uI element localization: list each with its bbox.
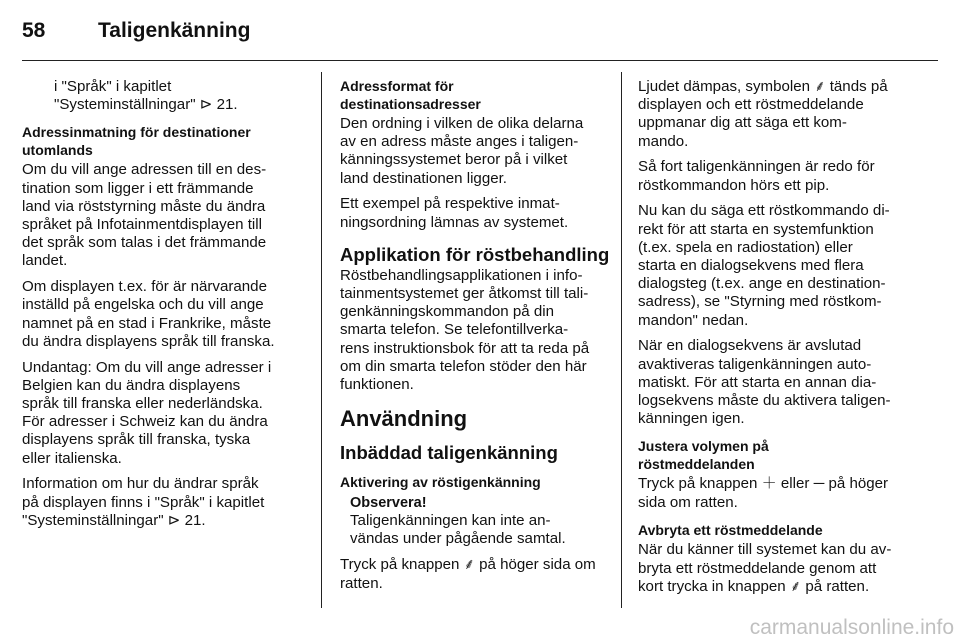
- paragraph-continued: i "Språk" i kapitlet "Systeminställningar" ⊳ 21.: [54, 78, 238, 114]
- paragraph: Om du vill ange adressen till en des- tination som ligger i ett främmande land via röststyrning måste du ändra språket på Infotainmentdisplayen till det språk som talas i det främmande landet.: [22, 161, 267, 270]
- watermark: carmanualsonline.info: [749, 616, 954, 639]
- paragraph: Röstbehandlingsapplikationen i info- tainmentsystemet ger åtkomst till tali- genkänningskommandon på din smarta telefon. Se telefontillverka- rens instruktionsbok för att ta reda på om din smarta telefon stöder den här funktionen.: [340, 266, 590, 394]
- column-divider: [621, 72, 622, 608]
- paragraph: Undantag: Om du vill ange adresser i Belgien kan du ändra displayens språk till franska eller nederländska. För adresser i Schweiz kan du ändra displayens språk till franska, tyska eller italienska.: [22, 358, 272, 467]
- heading-voice-app: Applikation för röstbehandling: [340, 243, 610, 265]
- heading-builtin-recognition: Inbäddad taligenkänning: [340, 442, 558, 464]
- paragraph: När du känner till systemet kan du av- bryta ett röstmeddelande genom att kort trycka in knappen ⸙ på ratten.: [638, 541, 892, 595]
- heading-adjust-volume: Justera volymen på röstmeddelanden: [638, 438, 769, 472]
- paragraph: Så fort taligenkänningen är redo för röstkommandon hörs ett pip.: [638, 158, 875, 194]
- paragraph: När en dialogsekvens är avslutad avaktiveras taligenkänningen auto- matiskt. För att starta en annan dia- logsekvens måste du aktivera taligen- känningen igen.: [638, 337, 891, 428]
- heading-activation: Aktivering av röstigenkänning: [340, 474, 541, 491]
- heading-address-format: Adressformat för destinationsadresser: [340, 78, 481, 112]
- page-number: 58: [22, 19, 46, 42]
- column-1: [22, 78, 304, 538]
- header-rule: [22, 60, 938, 61]
- paragraph: Nu kan du säga ett röstkommando di- rekt för att starta en systemfunktion (t.ex. spela en radiostation) eller starta en dialogsekvens med flera dialogsteg (t.ex. ange en destination- sadress), se "Styrning med röstkom- mandon" nedan.: [638, 202, 890, 329]
- chapter-title: Taligenkänning: [98, 19, 251, 42]
- paragraph: Om displayen t.ex. för är närvarande inställd på engelska och du vill ange namnet på en stad i Frankrike, måste du ändra displayens språk till franska.: [22, 278, 275, 350]
- paragraph: Information om hur du ändrar språk på displayen finns i "Språk" i kapitlet "Systeminställningar" ⊳ 21.: [22, 475, 265, 529]
- heading-cancel-message: Avbryta ett röstmeddelande: [638, 521, 823, 538]
- paragraph: Den ordning i vilken de olika delarna av en adress måste anges i taligen- känningssystemet beror på i vilket land destinationen ligger.: [340, 115, 584, 187]
- column-divider: [321, 72, 322, 608]
- paragraph: Tryck på knappen ＋ eller ─ på höger sida om ratten.: [638, 475, 889, 511]
- heading-usage: Användning: [340, 406, 468, 432]
- column-2: [340, 78, 610, 600]
- paragraph: Ett exempel på respektive inmat- ningsordning lämnas av systemet.: [340, 195, 569, 231]
- page-header: [22, 19, 250, 47]
- note-text: Taligenkänningen kan inte an- vändas under pågående samtal.: [350, 511, 566, 548]
- note-box: [340, 494, 610, 549]
- note-title: Observera!: [350, 494, 427, 511]
- heading-foreign-destinations: Adressinmatning för destinationer utomlands: [22, 124, 251, 158]
- paragraph: Ljudet dämpas, symbolen ⸙ tänds på displayen och ett röstmeddelande uppmanar dig att säga ett kom- mando.: [638, 78, 888, 150]
- paragraph: Tryck på knappen ⸙ på höger sida om ratten.: [340, 556, 596, 592]
- column-3: [638, 78, 916, 604]
